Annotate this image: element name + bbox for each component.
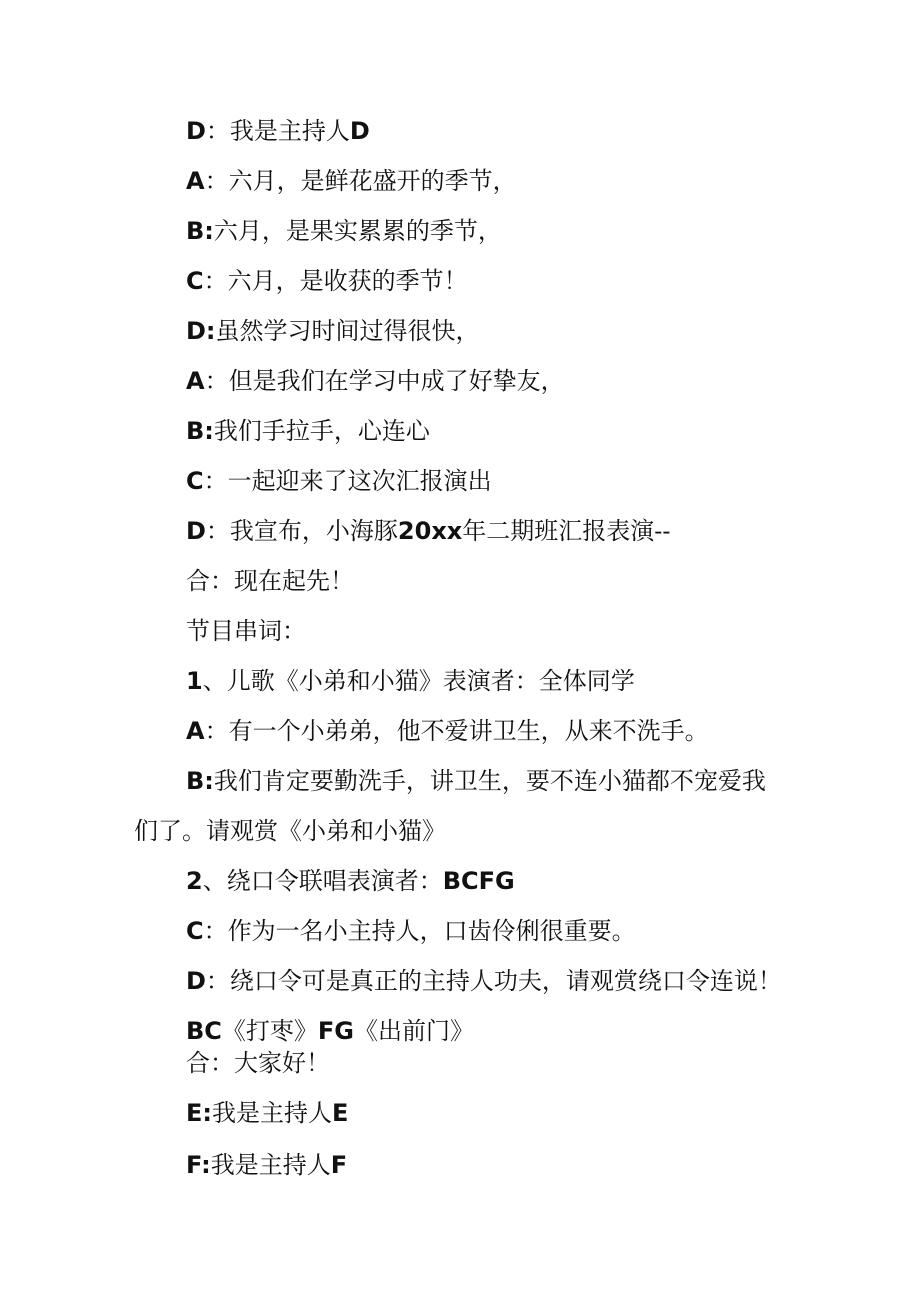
script-line: E:我是主持人E	[186, 1099, 349, 1127]
item-number: 2	[186, 867, 203, 895]
speaker-label: C	[186, 917, 204, 945]
script-line: 合：大家好！	[186, 1049, 330, 1077]
speaker-label: D	[186, 517, 206, 545]
script-line: 合：现在起先！	[186, 567, 354, 595]
section-heading: 节目串词：	[186, 617, 306, 645]
script-line: B:六月，是果实累累的季节，	[186, 217, 502, 245]
speaker-label: A	[186, 367, 205, 395]
script-line: B:我们手拉手，心连心	[186, 417, 430, 445]
script-line: B:我们肯定要勤洗手，讲卫生，要不连小猫都不宠爱我	[186, 767, 766, 795]
script-line: D：绕口令可是真正的主持人功夫，请观赏绕口令连说！	[186, 967, 782, 995]
script-line: A：六月，是鲜花盛开的季节，	[186, 167, 517, 195]
speaker-label: D	[186, 117, 206, 145]
program-item: 2、绕口令联唱表演者：BCFG	[186, 867, 515, 895]
script-line: F:我是主持人F	[186, 1151, 348, 1179]
speaker-label: B	[186, 417, 205, 445]
speaker-label: C	[186, 267, 204, 295]
speaker-label: C	[186, 467, 204, 495]
script-line: A：但是我们在学习中成了好挚友，	[186, 367, 565, 395]
script-line: D：我是主持人D	[186, 117, 370, 145]
speaker-label: BC	[186, 1017, 222, 1045]
script-line: C：一起迎来了这次汇报演出	[186, 467, 492, 495]
program-item: 1、儿歌《小弟和小猫》表演者：全体同学	[186, 667, 635, 695]
speaker-label: D	[186, 317, 206, 345]
speaker-label: E	[186, 1099, 203, 1127]
speaker-label: F	[186, 1151, 202, 1179]
script-line-continued: 们了。请观赏《小弟和小猫》	[134, 817, 446, 845]
speaker-label: D	[186, 967, 206, 995]
speaker-label: B	[186, 217, 205, 245]
script-line: A：有一个小弟弟，他不爱讲卫生，从来不洗手。	[186, 717, 709, 745]
item-number: 1	[186, 667, 203, 695]
script-line: BC《打枣》FG《出前门》	[186, 1017, 474, 1045]
script-line: C：作为一名小主持人，口齿伶俐很重要。	[186, 917, 636, 945]
script-line: C：六月，是收获的季节！	[186, 267, 468, 295]
speaker-label: B	[186, 767, 205, 795]
speaker-label: A	[186, 167, 205, 195]
script-line: D:虽然学习时间过得很快，	[186, 317, 480, 345]
script-line: D：我宣布，小海豚20xx年二期班汇报表演--	[186, 517, 671, 545]
speaker-label: A	[186, 717, 205, 745]
